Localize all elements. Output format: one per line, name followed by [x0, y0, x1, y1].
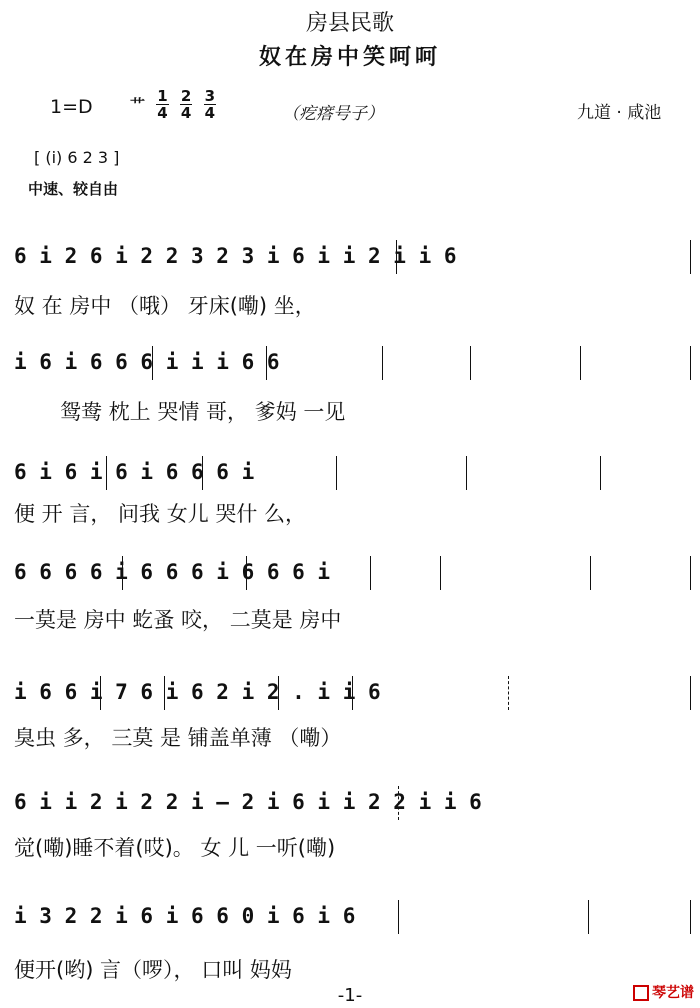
barline	[100, 676, 101, 710]
watermark-logo	[633, 982, 694, 1002]
barline	[580, 346, 581, 380]
barline	[590, 556, 591, 590]
notes-row-2: i 6 i 6 6 6 i i i 6 6	[14, 350, 280, 374]
notes-row-5: i 6 6 i 7 6 i 6 2 i 2 . i i 6	[14, 680, 381, 704]
barline	[202, 456, 203, 490]
barline	[370, 556, 371, 590]
key-signature: 1=D	[50, 96, 93, 118]
free-meter-symbol: 艹	[130, 96, 146, 114]
barline	[600, 456, 601, 490]
lyrics-row-7: 便开(哟) 言（啰）， 口叫 妈妈	[14, 958, 292, 982]
subtitle: （疙瘩号子）	[282, 104, 384, 124]
time-signature-1	[156, 88, 168, 121]
song-title: 奴在房中笑呵呵	[258, 45, 441, 70]
ts1-den: 4	[157, 104, 168, 122]
ts1-num: 1	[157, 87, 168, 105]
lyrics-row-5: 臭虫 多， 三莫 是 铺盖单薄 （嘞）	[14, 726, 342, 750]
intro-notation: [ (i) 6 2 3 ]	[34, 148, 120, 167]
notes-row-3: 6 i 6 i 6 i 6 6 6 i	[14, 460, 255, 484]
dashed-barline	[508, 676, 509, 710]
barline	[246, 556, 247, 590]
title-line-1: 房县民歌	[305, 11, 394, 36]
tempo-marking: 中速、较自由	[28, 180, 119, 198]
barline	[588, 900, 589, 934]
author-credit: 九道 · 咸池	[577, 103, 662, 123]
notes-row-7: i 3 2 2 i 6 i 6 6 0 i 6 i 6	[14, 904, 356, 928]
time-signature-3	[204, 88, 216, 121]
lyrics-row-3: 便 开 言， 问我 女儿 哭什 么，	[14, 502, 307, 526]
barline	[470, 346, 471, 380]
barline	[278, 676, 279, 710]
lyrics-row-2: 鸳鸯 枕上 哭情 哥， 爹妈 一见	[60, 400, 346, 424]
ts2-num: 2	[180, 87, 192, 105]
lyrics-row-6: 觉(嘞)睡不着(哎)。 女 儿 一听(嘞)	[14, 836, 336, 860]
barline	[690, 240, 691, 274]
notes-row-6: 6 i i 2 i 2 2 i — 2 i 6 i i 2 2 i i 6	[14, 790, 482, 814]
barline	[440, 556, 441, 590]
barline	[352, 676, 353, 710]
barline	[690, 346, 691, 380]
barline	[396, 240, 397, 274]
dashed-barline	[398, 786, 399, 820]
page-number: -1-	[337, 985, 363, 1006]
barline	[122, 556, 123, 590]
barline	[690, 556, 691, 590]
barline	[466, 456, 467, 490]
barline	[152, 346, 153, 380]
ts3-num: 3	[204, 87, 216, 105]
barline	[164, 676, 165, 710]
ts3-den: 4	[204, 104, 216, 122]
lyrics-row-4: 一莫是 房中 虼蚤 咬， 二莫是 房中	[14, 608, 342, 632]
ts2-den: 4	[180, 104, 192, 122]
barline	[382, 346, 383, 380]
time-signatures	[130, 88, 222, 121]
barline	[398, 900, 399, 934]
lyrics-row-1: 奴 在 房中 （哦） 牙床(嘞) 坐，	[14, 294, 316, 318]
barline	[690, 676, 691, 710]
barline	[266, 346, 267, 380]
logo-icon	[633, 985, 649, 1001]
time-signature-2	[180, 88, 192, 121]
watermark-text: 琴艺谱	[652, 985, 694, 1001]
barline	[336, 456, 337, 490]
notes-row-4: 6 6 6 6 i 6 6 6 i 6 6 6 i	[14, 560, 331, 584]
barline	[690, 900, 691, 934]
barline	[106, 456, 107, 490]
notes-row-1: 6 i 2 6 i 2 2 3 2 3 i 6 i i 2 i i 6	[14, 244, 457, 268]
